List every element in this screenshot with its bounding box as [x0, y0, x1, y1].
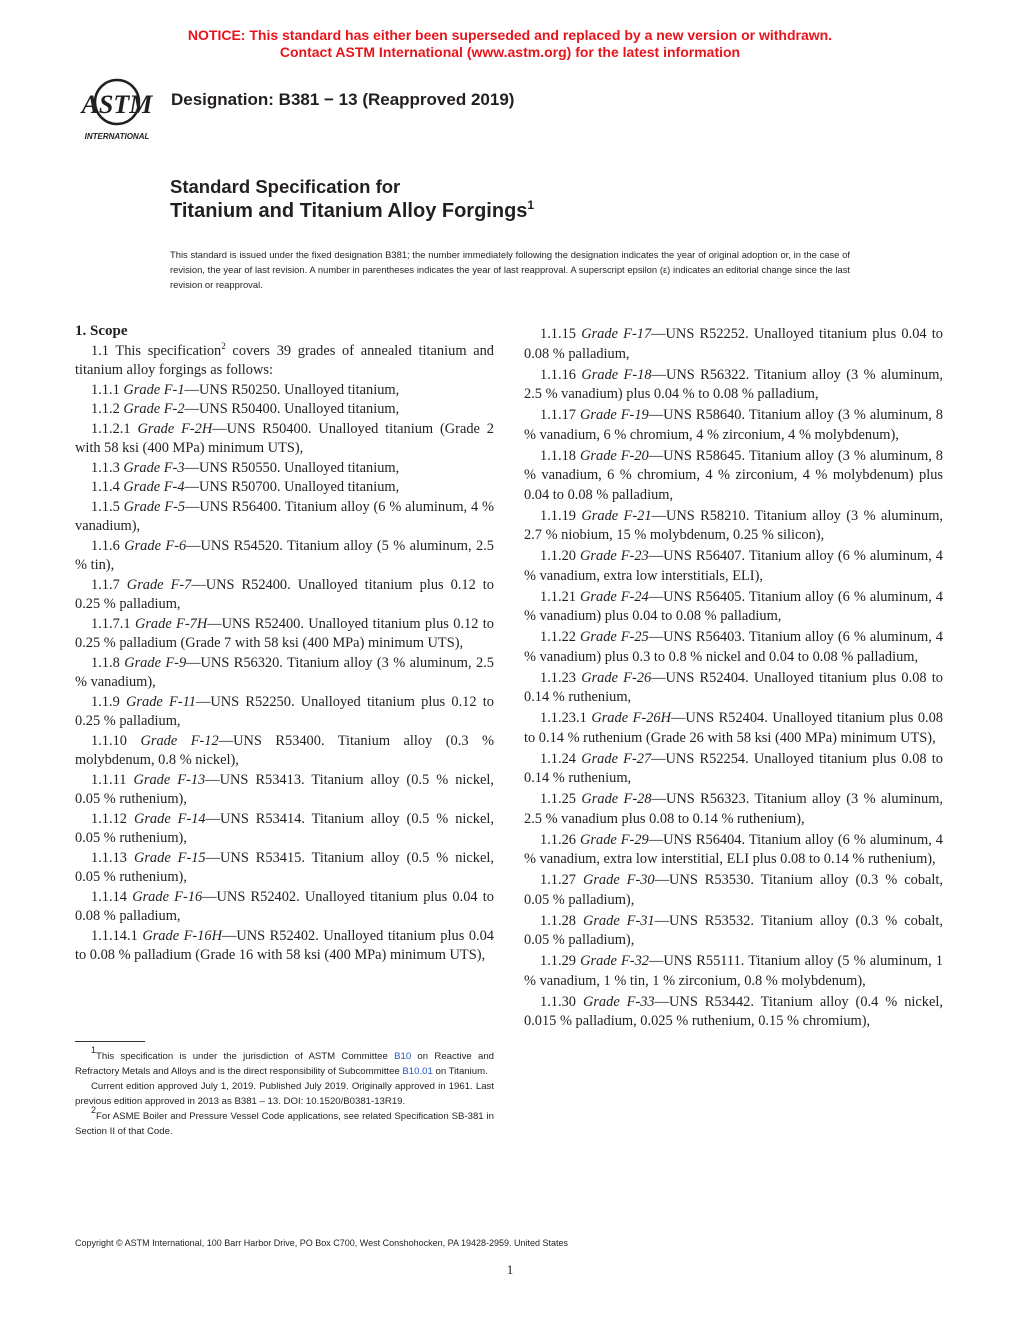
grade-item-number: 1.1.6: [91, 537, 120, 554]
grade-item-text: —UNS R58645. Titanium alloy (3 % aluminum, 8 % vanadium, 6 % chromium, 4 % zirconium, 4 % molybdenum) plus 0.04 to 0.08 % palladium,: [524, 447, 943, 503]
grade-item-grade: Grade F-25: [580, 629, 649, 645]
grade-item-number: 1.1.3: [91, 459, 120, 476]
grade-item-number: 1.1.11: [91, 771, 127, 788]
grade-item-grade: Grade F-12: [140, 732, 219, 749]
grade-item-text: —UNS R53415. Titanium alloy (0.5 % nickel, 0.05 % ruthenium),: [75, 849, 494, 885]
grade-item: [75, 693, 494, 732]
grade-item-text: —UNS R52400. Unalloyed titanium plus 0.12 to 0.25 % palladium (Grade 7 with 58 ksi (400 MPa) minimum UTS),: [75, 615, 494, 651]
logo-mark: ASTM: [81, 90, 153, 119]
grade-item-number: 1.1.4: [91, 479, 120, 495]
astm-logo: [74, 76, 160, 142]
grade-item-number: 1.1.24: [540, 750, 576, 767]
grade-item-number: 1.1.30: [540, 993, 576, 1010]
right-grade-list: [524, 325, 943, 1032]
grade-item-grade: Grade F-5: [123, 498, 186, 515]
grade-item-number: 1.1.22: [540, 629, 576, 645]
grade-item-text: —UNS R52252. Unalloyed titanium plus 0.04 to 0.08 % palladium,: [524, 326, 943, 362]
grade-item-number: 1.1.29: [540, 953, 576, 969]
grade-item: [524, 871, 943, 910]
grade-item-number: 1.1.2: [91, 401, 120, 417]
footnote-1: [75, 1045, 494, 1079]
footnote-1-mark: 1: [91, 1045, 97, 1055]
grade-item-number: 1.1.23: [540, 669, 576, 686]
grade-item-text: —UNS R50400. Unalloyed titanium,: [184, 401, 400, 417]
footnote-divider: [75, 1041, 145, 1042]
grade-item-text: —UNS R52402. Unalloyed titanium plus 0.04 to 0.08 % palladium,: [75, 888, 494, 924]
grade-item-text: —UNS R52404. Unalloyed titanium plus 0.08 to 0.14 % ruthenium,: [524, 669, 943, 705]
title-line-2-text: Titanium and Titanium Alloy Forgings: [170, 200, 528, 222]
grade-item-grade: Grade F-28: [581, 791, 652, 807]
grade-item-number: 1.1.12: [91, 810, 127, 827]
designation: Designation: B381 − 13 (Reapproved 2019): [171, 90, 515, 109]
grade-item-text: —UNS R54520. Titanium alloy (5 % aluminum, 2.5 % tin),: [75, 537, 494, 573]
grade-item-text: —UNS R53413. Titanium alloy (0.5 % nickel, 0.05 % ruthenium),: [75, 771, 494, 807]
grade-item: [524, 628, 943, 667]
grade-item-number: 1.1.10: [91, 732, 127, 749]
edition-note: Current edition approved July 1, 2019. Published July 2019. Originally approved in 1961. Last previous edition approved in 2013 as B381 – 13. DOI: 10.1520/B0381-13R19.: [75, 1081, 494, 1107]
grade-item: [75, 732, 494, 771]
grade-item-grade: Grade F-27: [581, 750, 652, 767]
grade-item-text: —UNS R52254. Unalloyed titanium plus 0.08 to 0.14 % ruthenium,: [524, 750, 943, 786]
grade-item-text: —UNS R56404. Titanium alloy (6 % aluminum, 4 % vanadium, extra low interstitial, ELI plus 0.08 to 0.14 % ruthenium),: [524, 831, 943, 867]
grade-item-number: 1.1.14.1: [91, 927, 138, 944]
grade-item-number: 1.1.23.1: [540, 710, 587, 726]
grade-item-text: —UNS R53442. Titanium alloy (0.4 % nickel, 0.015 % palladium, 0.025 % ruthenium, 0.15 % chromium),: [524, 993, 943, 1029]
grade-item: [524, 447, 943, 506]
grade-item-grade: Grade F-6: [124, 537, 187, 554]
grade-item-text: —UNS R53530. Titanium alloy (0.3 % cobalt, 0.05 % palladium),: [524, 872, 943, 908]
grade-item-text: —UNS R56323. Titanium alloy (3 % aluminum, 2.5 % vanadium plus 0.08 to 0.14 % ruthenium),: [524, 791, 943, 827]
grade-item-number: 1.1.16: [540, 366, 576, 383]
grade-item-grade: Grade F-26: [581, 669, 652, 686]
grade-item-text: —UNS R52250. Unalloyed titanium plus 0.12 to 0.25 % palladium,: [75, 693, 494, 729]
grade-item-grade: Grade F-17: [581, 326, 652, 342]
grade-item-grade: Grade F-15: [133, 849, 206, 866]
grade-item-text: —UNS R56322. Titanium alloy (3 % aluminum, 2.5 % vanadium) plus 0.04 % to 0.08 % palladium,: [524, 366, 943, 402]
grade-item-text: —UNS R56405. Titanium alloy (6 % aluminum, 4 % vanadium) plus 0.04 to 0.08 % palladium,: [524, 588, 943, 624]
scope-heading: 1. Scope: [75, 323, 128, 339]
grade-item-grade: Grade F-23: [580, 548, 649, 564]
footnote-2-mark: 2: [91, 1105, 97, 1115]
grade-item: [75, 771, 494, 810]
grade-item-text: —UNS R50250. Unalloyed titanium,: [184, 381, 400, 398]
grade-item: [75, 888, 494, 927]
grade-item-text: —UNS R56400. Titanium alloy (6 % aluminum, 4 % vanadium),: [75, 498, 494, 534]
scope-footnote-mark: 2: [221, 340, 226, 351]
grade-item-grade: Grade F-31: [582, 912, 655, 929]
grade-item-grade: Grade F-16H: [142, 927, 222, 944]
grade-item-text: —UNS R53532. Titanium alloy (0.3 % cobalt, 0.05 % palladium),: [524, 912, 943, 948]
grade-item: [524, 669, 943, 708]
grade-item: [75, 927, 494, 966]
grade-item: [75, 810, 494, 849]
grade-item-grade: Grade F-19: [580, 407, 649, 423]
grade-item-grade: Grade F-20: [580, 447, 649, 464]
grade-item: [75, 459, 494, 479]
grade-item-number: 1.1.27: [540, 872, 576, 888]
grade-item-text: —UNS R52404. Unalloyed titanium plus 0.08 to 0.14 % ruthenium (Grade 26 with 58 ksi (400 MPa) minimum UTS),: [524, 710, 943, 746]
grade-item: [524, 831, 943, 870]
notice-line-1: NOTICE: This standard has either been superseded and replaced by a new version or withdrawn.: [187, 27, 833, 43]
grade-item-grade: Grade F-32: [580, 953, 649, 969]
grade-item-number: 1.1.15: [540, 326, 576, 342]
grade-item-number: 1.1.20: [540, 548, 576, 564]
grade-item-number: 1.1.26: [540, 831, 576, 848]
grade-item: [524, 790, 943, 829]
grade-item: [524, 507, 943, 546]
grade-item-grade: Grade F-4: [123, 479, 185, 495]
left-column: [75, 322, 494, 966]
issue-note: This standard is issued under the fixed designation B381; the number immediately following the designation indicates the year of original adoption or, in the case of revision, the year of last revision. A number in parentheses indicates the year of last reapproval. A superscript epsilon (ε) indicates an editorial change since the last revision or reapproval.: [170, 249, 850, 290]
grade-item-number: 1.1.19: [540, 507, 576, 524]
grade-item-number: 1.1.25: [540, 791, 576, 807]
scope-intro-b: covers 39 grades of annealed titanium and titanium alloy forgings as follows:: [75, 342, 494, 378]
grade-item-grade: Grade F-26H: [591, 710, 671, 726]
footnote-1-text-b: on Reactive and Refractory Metals and Alloys and is the direct responsibility of Subcommittee: [75, 1051, 494, 1077]
grade-item-text: —UNS R53400. Titanium alloy (0.3 % molybdenum, 0.8 % nickel),: [75, 732, 494, 768]
grade-item-grade: Grade F-33: [582, 993, 655, 1010]
grade-item-text: —UNS R56403. Titanium alloy (6 % aluminum, 4 % vanadium) plus 0.3 to 0.8 % nickel and 0.04 to 0.08 % palladium,: [524, 629, 943, 665]
subcommittee-link[interactable]: B10.01: [402, 1066, 433, 1077]
grade-item-grade: Grade F-21: [581, 507, 652, 524]
grade-item: [75, 615, 494, 654]
grade-item-grade: Grade F-1: [123, 381, 185, 398]
grade-item-text: —UNS R50550. Unalloyed titanium,: [184, 459, 400, 476]
left-grade-list: [75, 381, 494, 966]
logo-subtitle: INTERNATIONAL: [84, 132, 150, 141]
grade-item-text: —UNS R56407. Titanium alloy (6 % aluminum, 4 % vanadium, extra low interstitials, ELI),: [524, 548, 943, 584]
grade-item-grade: Grade F-2H: [137, 420, 213, 437]
grade-item: [75, 420, 494, 459]
grade-item: [524, 588, 943, 627]
document-title: [170, 174, 534, 224]
grade-item-number: 1.1.7.1: [91, 615, 131, 632]
grade-item: [524, 406, 943, 445]
grade-item-grade: Grade F-7H: [134, 615, 208, 632]
grade-item: [524, 952, 943, 991]
grade-item-text: —UNS R58640. Titanium alloy (3 % aluminum, 8 % vanadium, 6 % chromium, 4 % zirconium, 4 % molybdenum),: [524, 407, 943, 443]
title-line-1: Standard Specification for: [170, 176, 401, 197]
grade-item-number: 1.1.1: [91, 381, 120, 398]
grade-item-grade: Grade F-13: [133, 771, 206, 788]
grade-item-grade: Grade F-9: [124, 654, 187, 671]
grade-item-grade: Grade F-16: [132, 888, 203, 905]
title-footnote-mark: 1: [527, 198, 535, 212]
committee-link[interactable]: B10: [394, 1051, 412, 1062]
grade-item-text: —UNS R58210. Titanium alloy (3 % aluminum, 2.7 % niobium, 15 % molybdenum, 0.25 % silicon),: [524, 507, 943, 543]
grade-item: [524, 993, 943, 1032]
footnote-1-text-a: This specification is under the jurisdiction of ASTM Committee: [96, 1051, 395, 1062]
grade-item-grade: Grade F-2: [123, 401, 185, 417]
grade-item-text: —UNS R52402. Unalloyed titanium plus 0.04 to 0.08 % palladium (Grade 16 with 58 ksi (400 MPa) minimum UTS),: [75, 927, 494, 963]
grade-item-number: 1.1.14: [91, 888, 127, 905]
grade-item-number: 1.1.13: [91, 849, 127, 866]
grade-item: [524, 912, 943, 951]
copyright: Copyright © ASTM International, 100 Barr Harbor Drive, PO Box C700, West Conshohocken, PA 19428-2959. United States: [75, 1238, 569, 1248]
title-line-2: [170, 199, 534, 224]
scope-intro: [75, 342, 494, 381]
grade-item-grade: Grade F-18: [581, 366, 652, 383]
grade-item-grade: Grade F-30: [582, 872, 655, 888]
page-number: 1: [506, 1262, 514, 1277]
grade-item-number: 1.1.18: [540, 447, 576, 464]
grade-item: [75, 498, 494, 537]
grade-item: [75, 537, 494, 576]
footnote-1-text-c: on Titanium.: [432, 1066, 488, 1077]
grade-item-number: 1.1.8: [91, 654, 120, 671]
grade-item: [75, 381, 494, 401]
grade-item: [524, 750, 943, 789]
footnotes: [75, 1045, 494, 1139]
grade-item-grade: Grade F-3: [123, 459, 185, 476]
notice-banner: [0, 27, 1020, 61]
grade-item-number: 1.1.28: [540, 912, 576, 929]
grade-item-number: 1.1.7: [91, 576, 120, 593]
footnote-2: [75, 1105, 494, 1139]
grade-item-text: —UNS R50400. Unalloyed titanium (Grade 2 with 58 ksi (400 MPa) minimum UTS),: [75, 420, 494, 456]
grade-item-text: —UNS R56320. Titanium alloy (3 % aluminum, 2.5 % vanadium),: [75, 654, 494, 690]
scope-intro-a: 1.1 This specification: [91, 342, 222, 359]
grade-item-text: —UNS R55111. Titanium alloy (5 % aluminum, 1 % vanadium, 1 % tin, 1 % zirconium, 0.8 % molybdenum),: [524, 953, 943, 989]
grade-item-number: 1.1.2.1: [91, 420, 131, 437]
grade-item: [524, 547, 943, 586]
grade-item-text: —UNS R52400. Unalloyed titanium plus 0.12 to 0.25 % palladium,: [75, 576, 494, 612]
grade-item: [75, 400, 494, 420]
grade-item-text: —UNS R53414. Titanium alloy (0.5 % nickel, 0.05 % ruthenium),: [75, 810, 494, 846]
grade-item-number: 1.1.9: [91, 693, 120, 710]
grade-item: [524, 325, 943, 364]
grade-item-text: —UNS R50700. Unalloyed titanium,: [184, 479, 400, 495]
grade-item-number: 1.1.21: [540, 588, 576, 605]
right-column: [524, 325, 943, 1033]
notice-line-2: Contact ASTM International (www.astm.org) for the latest information: [279, 44, 741, 60]
footnote-2-text: For ASME Boiler and Pressure Vessel Code applications, see related Specification SB-381 in Section II of that Code.: [75, 1111, 494, 1137]
grade-item: [75, 849, 494, 888]
grade-item: [75, 654, 494, 693]
grade-item-number: 1.1.5: [91, 498, 120, 515]
grade-item: [524, 366, 943, 405]
grade-item: [75, 478, 494, 498]
grade-item-grade: Grade F-7: [126, 576, 192, 593]
grade-item-grade: Grade F-11: [126, 693, 196, 710]
grade-item: [75, 576, 494, 615]
grade-item: [524, 709, 943, 748]
grade-item-grade: Grade F-24: [580, 588, 649, 605]
grade-item-grade: Grade F-29: [580, 831, 649, 848]
grade-item-grade: Grade F-14: [133, 810, 206, 827]
grade-item-number: 1.1.17: [540, 407, 576, 423]
